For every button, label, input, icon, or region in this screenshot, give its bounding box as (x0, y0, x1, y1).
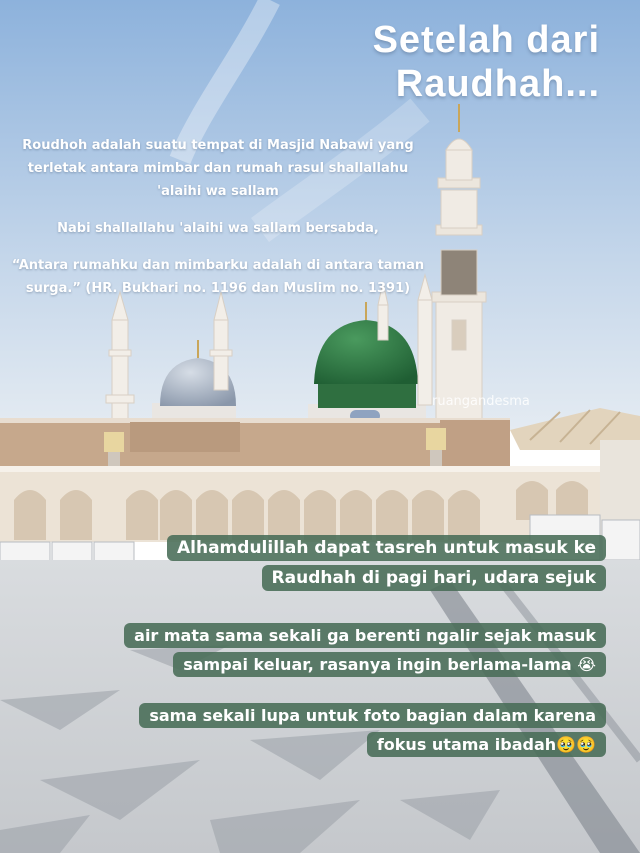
title-line-1: Setelah dari (372, 19, 600, 61)
intro-paragraph-2: Nabi shallallahu 'alaihi wa sallam bersabda, (57, 221, 379, 236)
caption-2-text: air mata sama sekali ga berenti ngalir sejak masuk sampai keluar, rasanya ingin berlama-lama 😭 (124, 623, 606, 677)
caption-1 (106, 533, 606, 593)
caption-3 (136, 701, 606, 759)
caption-1-text: Alhamdulillah dapat tasreh untuk masuk ke Raudhah di pagi hari, udara sejuk (167, 535, 606, 591)
caption-2 (116, 621, 606, 679)
watermark: ruangandesma (432, 394, 530, 409)
intro-paragraph-1: Roudhoh adalah suatu tempat di Masjid Nabawi yang terletak antara mimbar dan rumah rasul shallallahu 'alaihi wa sallam (22, 138, 414, 199)
caption-3-text: sama sekali lupa untuk foto bagian dalam karena fokus utama ibadah🥹🥹 (139, 703, 606, 757)
intro-paragraph-3: “Antara rumahku dan mimbarku adalah di antara taman surga.” (HR. Bukhari no. 1196 dan Muslim no. 1391) (11, 258, 425, 296)
title-line-2: Raudhah... (395, 63, 600, 105)
intro-text (8, 134, 428, 314)
page-title (373, 18, 600, 106)
